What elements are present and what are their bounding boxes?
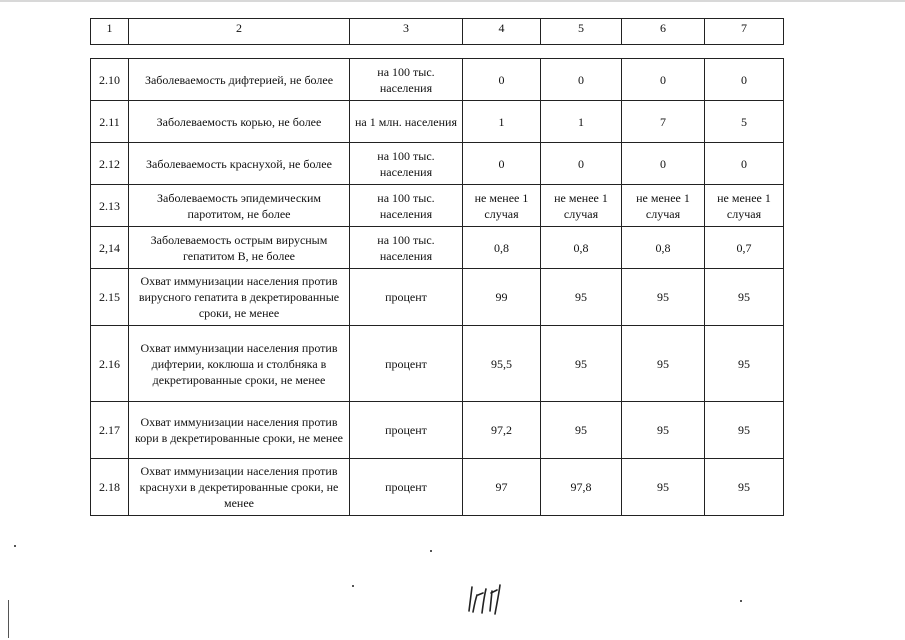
value-col-6: 95 bbox=[622, 402, 705, 459]
scan-mark-left bbox=[8, 600, 9, 638]
value-col-5: 1 bbox=[541, 101, 622, 143]
table-row bbox=[91, 59, 784, 101]
value-col-7: 0 bbox=[705, 59, 784, 101]
row-number: 2.12 bbox=[91, 143, 129, 185]
scan-dot bbox=[430, 550, 432, 552]
scan-dot bbox=[352, 585, 354, 587]
unit: на 100 тыс. населения bbox=[350, 185, 463, 227]
row-number: 2,14 bbox=[91, 227, 129, 269]
indicators-table bbox=[90, 58, 784, 516]
value-col-7: 95 bbox=[705, 402, 784, 459]
value-col-4: 95,5 bbox=[463, 326, 541, 402]
header-col-5: 5 bbox=[541, 19, 622, 45]
indicator-name: Заболеваемость краснухой, не более bbox=[129, 143, 350, 185]
value-col-5: 95 bbox=[541, 326, 622, 402]
indicator-name: Заболеваемость острым вирусным гепатитом В, не более bbox=[129, 227, 350, 269]
table-row bbox=[91, 101, 784, 143]
value-col-5: 95 bbox=[541, 269, 622, 326]
value-col-5: 97,8 bbox=[541, 459, 622, 516]
header-col-4: 4 bbox=[463, 19, 541, 45]
value-col-4: 0 bbox=[463, 59, 541, 101]
value-col-4: 97 bbox=[463, 459, 541, 516]
unit: на 100 тыс. населения bbox=[350, 143, 463, 185]
indicator-name: Заболеваемость корью, не более bbox=[129, 101, 350, 143]
value-col-4: 1 bbox=[463, 101, 541, 143]
header-col-1: 1 bbox=[91, 19, 129, 45]
header-col-7: 7 bbox=[705, 19, 784, 45]
header-col-2: 2 bbox=[129, 19, 350, 45]
row-number: 2.10 bbox=[91, 59, 129, 101]
row-number: 2.16 bbox=[91, 326, 129, 402]
value-col-5: не менее 1 случая bbox=[541, 185, 622, 227]
value-col-7: 0 bbox=[705, 143, 784, 185]
scan-dot bbox=[740, 600, 742, 602]
value-col-6: 0 bbox=[622, 59, 705, 101]
value-col-5: 0 bbox=[541, 59, 622, 101]
unit: процент bbox=[350, 402, 463, 459]
value-col-4: не менее 1 случая bbox=[463, 185, 541, 227]
value-col-7: не менее 1 случая bbox=[705, 185, 784, 227]
unit: на 100 тыс. населения bbox=[350, 227, 463, 269]
table-row bbox=[91, 143, 784, 185]
value-col-5: 95 bbox=[541, 402, 622, 459]
unit: процент bbox=[350, 459, 463, 516]
value-col-4: 97,2 bbox=[463, 402, 541, 459]
header-col-3: 3 bbox=[350, 19, 463, 45]
page-top-edge bbox=[0, 0, 905, 2]
table-row bbox=[91, 269, 784, 326]
column-number-header bbox=[90, 18, 784, 45]
value-col-6: 95 bbox=[622, 269, 705, 326]
header-row bbox=[91, 19, 784, 45]
row-number: 2.15 bbox=[91, 269, 129, 326]
value-col-6: 7 bbox=[622, 101, 705, 143]
value-col-5: 0,8 bbox=[541, 227, 622, 269]
handwritten-page-number bbox=[466, 581, 506, 617]
value-col-5: 0 bbox=[541, 143, 622, 185]
row-number: 2.11 bbox=[91, 101, 129, 143]
scan-dot bbox=[14, 545, 16, 547]
value-col-4: 99 bbox=[463, 269, 541, 326]
unit: на 1 млн. населения bbox=[350, 101, 463, 143]
value-col-6: 0,8 bbox=[622, 227, 705, 269]
indicator-name: Заболеваемость эпидемическим паротитом, не более bbox=[129, 185, 350, 227]
table-row bbox=[91, 185, 784, 227]
row-number: 2.13 bbox=[91, 185, 129, 227]
row-number: 2.17 bbox=[91, 402, 129, 459]
unit: процент bbox=[350, 326, 463, 402]
value-col-7: 95 bbox=[705, 326, 784, 402]
value-col-4: 0 bbox=[463, 143, 541, 185]
value-col-6: не менее 1 случая bbox=[622, 185, 705, 227]
indicator-name: Охват иммунизации населения против дифтерии, коклюша и столбняка в декретированные сроки, не менее bbox=[129, 326, 350, 402]
table-row bbox=[91, 402, 784, 459]
value-col-6: 95 bbox=[622, 459, 705, 516]
table-row bbox=[91, 227, 784, 269]
value-col-7: 0,7 bbox=[705, 227, 784, 269]
value-col-6: 0 bbox=[622, 143, 705, 185]
value-col-7: 95 bbox=[705, 269, 784, 326]
table-row bbox=[91, 459, 784, 516]
indicator-name: Заболеваемость дифтерией, не более bbox=[129, 59, 350, 101]
value-col-7: 5 bbox=[705, 101, 784, 143]
indicator-name: Охват иммунизации населения против вирусного гепатита в декретированные сроки, не менее bbox=[129, 269, 350, 326]
indicator-name: Охват иммунизации населения против кори в декретированные сроки, не менее bbox=[129, 402, 350, 459]
value-col-7: 95 bbox=[705, 459, 784, 516]
unit: на 100 тыс. населения bbox=[350, 59, 463, 101]
row-number: 2.18 bbox=[91, 459, 129, 516]
value-col-6: 95 bbox=[622, 326, 705, 402]
header-col-6: 6 bbox=[622, 19, 705, 45]
indicator-name: Охват иммунизации населения против краснухи в декретированные сроки, не менее bbox=[129, 459, 350, 516]
table-row bbox=[91, 326, 784, 402]
value-col-4: 0,8 bbox=[463, 227, 541, 269]
unit: процент bbox=[350, 269, 463, 326]
